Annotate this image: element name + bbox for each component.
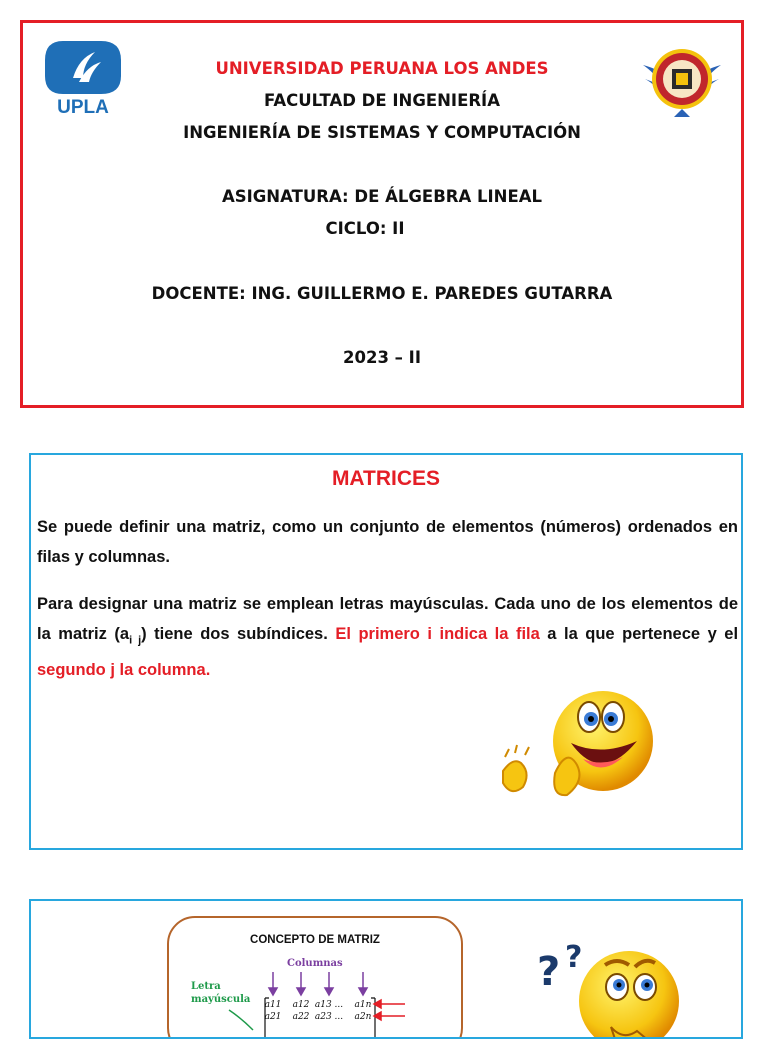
notation-text-1: Para designar una matriz se emplean letras mayúsculas. Cada uno de los elementos de la matriz (a xyxy=(37,595,738,643)
subject-name: ASIGNATURA: DE ÁLGEBRA LINEAL xyxy=(221,187,543,206)
teacher-name: DOCENTE: ING. GUILLERMO E. PAREDES GUTARRA xyxy=(151,284,613,303)
capital-letter-label-line2: mayúscula xyxy=(191,994,251,1005)
capital-letter-label-line1: Letra xyxy=(191,981,221,992)
program-name: INGENIERÍA DE SISTEMAS Y COMPUTACIÓN xyxy=(183,123,581,142)
notation-column-highlight: segundo j la columna. xyxy=(37,661,211,680)
title-slide xyxy=(20,20,744,408)
concept-title: CONCEPTO DE MATRIZ xyxy=(250,934,380,946)
notation-text-2: ) tiene dos subíndices. xyxy=(141,625,336,643)
cell-a11: a11 xyxy=(264,1000,282,1010)
cycle-label: CICLO: II xyxy=(325,219,405,238)
notation-text-3: a la que pertenece y el xyxy=(539,625,739,643)
svg-text:?: ? xyxy=(565,940,583,975)
clapping-smiley-icon xyxy=(497,687,657,799)
faculty-name: FACULTAD DE INGENIERÍA xyxy=(264,91,500,110)
matrix-concept-diagram xyxy=(167,916,463,1039)
university-seal-icon xyxy=(641,35,723,125)
matrices-title: MATRICES xyxy=(331,467,441,490)
cell-a13: a13 ... xyxy=(314,1000,344,1010)
columns-label: Columnas xyxy=(287,958,343,969)
concept-slide xyxy=(29,899,743,1039)
notation-paragraph xyxy=(37,589,738,685)
matrices-slide xyxy=(29,453,743,850)
upla-logo-text: UPLA xyxy=(57,97,109,118)
cell-a22: a22 xyxy=(292,1012,310,1022)
notation-subscript: i j xyxy=(129,634,142,647)
thinking-smiley-icon xyxy=(531,931,681,1039)
academic-period: 2023 – II xyxy=(343,348,421,367)
definition-paragraph: Se puede definir una matriz, como un conjunto de elementos (números) ordenados en filas y columnas. xyxy=(37,518,738,566)
university-name: UNIVERSIDAD PERUANA LOS ANDES xyxy=(215,59,549,78)
cell-a1n: a1n xyxy=(354,1000,372,1010)
cell-a2n: a2n xyxy=(354,1012,372,1022)
cell-a21: a21 xyxy=(264,1012,282,1022)
matrix-notation-graphic xyxy=(169,918,465,1039)
notation-row-highlight: El primero i indica la fila xyxy=(335,625,540,643)
cell-a23: a23 ... xyxy=(314,1012,344,1022)
cell-a12: a12 xyxy=(292,1000,310,1010)
svg-text:?: ? xyxy=(537,949,561,995)
